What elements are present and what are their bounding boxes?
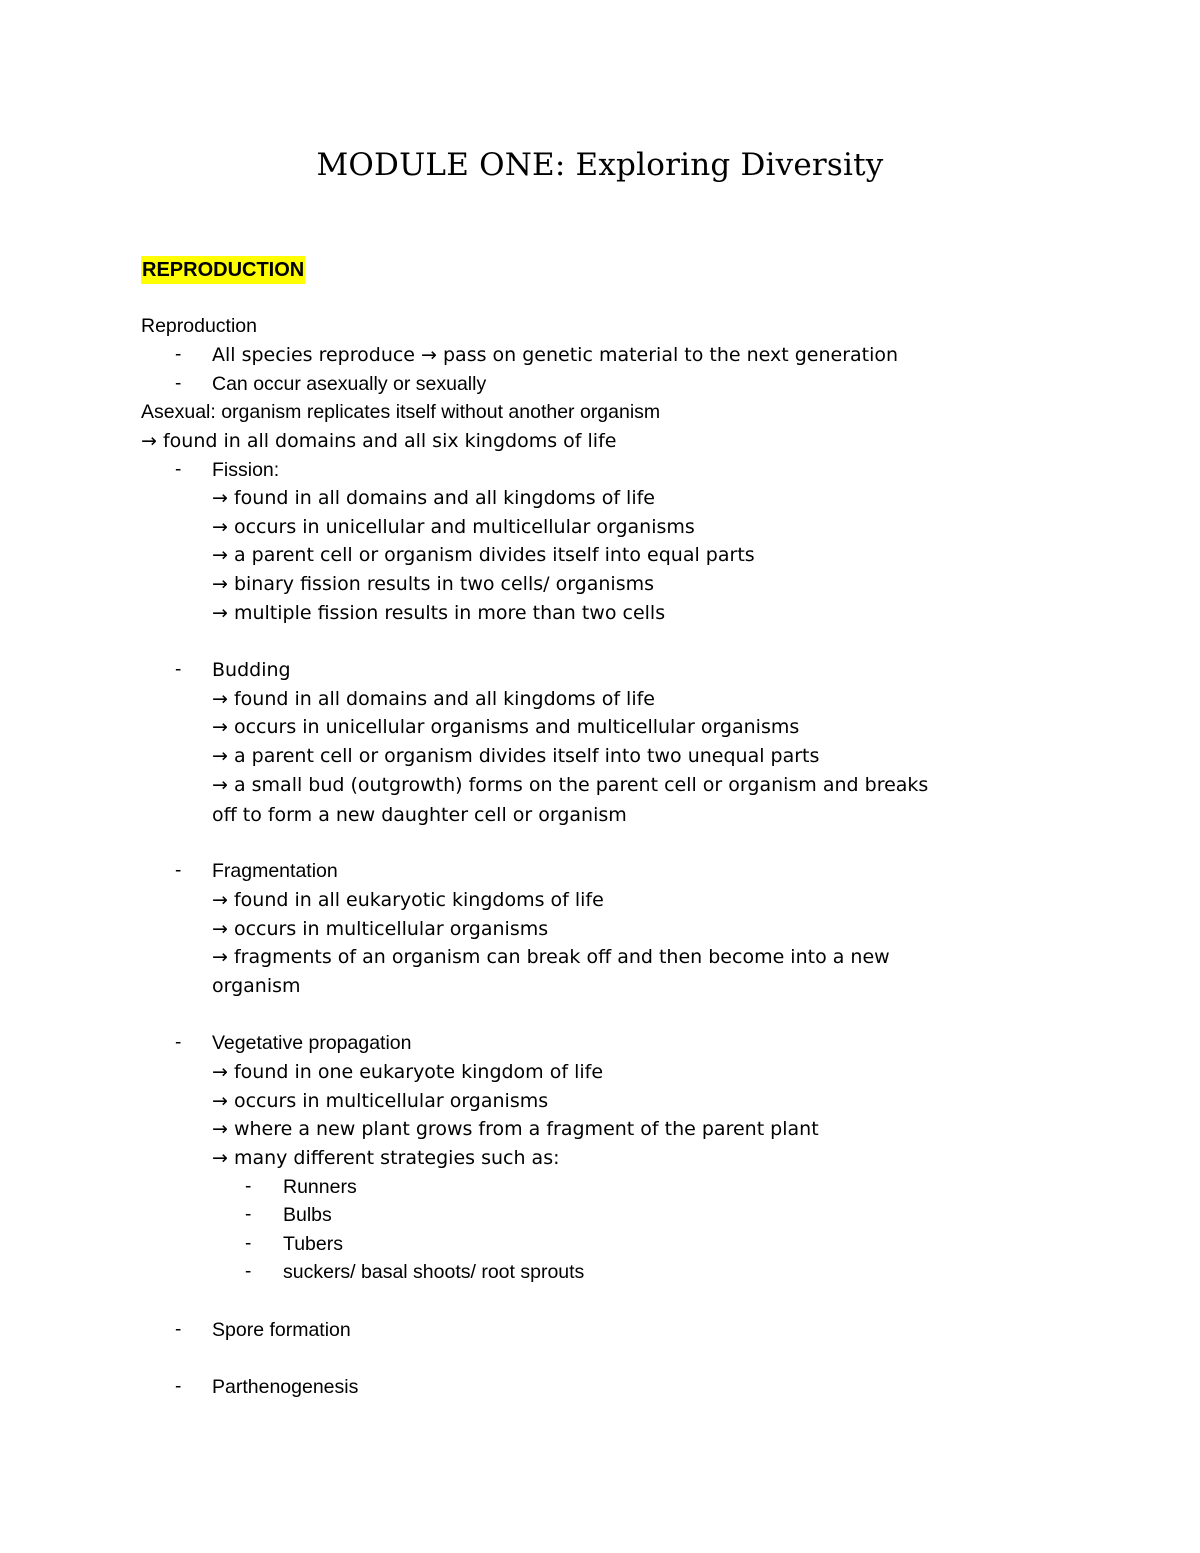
budding-detail: off to form a new daughter cell or organism — [212, 804, 627, 826]
bullet-dash: - — [245, 1261, 252, 1282]
bullet-dash: - — [175, 1376, 182, 1397]
list-item-asexual-or-sexual: Can occur asexually or sexually — [212, 373, 487, 395]
budding-detail: → occurs in unicellular organisms and multicellular organisms — [212, 716, 800, 738]
subheading-reproduction: Reproduction — [141, 315, 257, 337]
bullet-dash: - — [175, 459, 182, 480]
budding-detail: → found in all domains and all kingdoms of life — [212, 688, 655, 710]
strategy-item-suckers: suckers/ basal shoots/ root sprouts — [283, 1261, 585, 1283]
asexual-definition: Asexual: organism replicates itself without another organism — [141, 401, 661, 423]
bullet-dash: - — [245, 1204, 252, 1225]
list-item-fission: Fission: — [212, 459, 280, 481]
vegetative-detail: → found in one eukaryote kingdom of life — [212, 1061, 604, 1083]
list-item-parthenogenesis: Parthenogenesis — [212, 1376, 359, 1398]
fission-detail: → occurs in unicellular and multicellular organisms — [212, 516, 695, 538]
fragmentation-detail: → found in all eukaryotic kingdoms of life — [212, 889, 604, 911]
strategy-item-runners: Runners — [283, 1176, 357, 1198]
fragmentation-detail: → occurs in multicellular organisms — [212, 918, 549, 940]
budding-detail: → a parent cell or organism divides itself into two unequal parts — [212, 745, 820, 767]
fragmentation-detail: → fragments of an organism can break off and then become into a new — [212, 946, 890, 968]
bullet-dash: - — [245, 1176, 252, 1197]
vegetative-detail: → many different strategies such as: — [212, 1147, 560, 1169]
asexual-found: → found in all domains and all six kingdoms of life — [141, 430, 617, 452]
list-item-spore-formation: Spore formation — [212, 1319, 351, 1341]
fission-detail: → found in all domains and all kingdoms of life — [212, 487, 655, 509]
fission-detail: → a parent cell or organism divides itself into equal parts — [212, 544, 755, 566]
list-item-all-species: All species reproduce → pass on genetic material to the next generation — [212, 344, 899, 366]
list-item-vegetative-propagation: Vegetative propagation — [212, 1032, 412, 1054]
page-title: MODULE ONE: Exploring Diversity — [316, 147, 884, 183]
bullet-dash: - — [175, 1319, 182, 1340]
fragmentation-detail: organism — [212, 975, 301, 997]
bullet-dash: - — [175, 373, 182, 394]
bullet-dash: - — [175, 860, 182, 881]
strategy-item-bulbs: Bulbs — [283, 1204, 332, 1226]
vegetative-detail: → where a new plant grows from a fragment of the parent plant — [212, 1118, 819, 1140]
fission-detail: → multiple fission results in more than two cells — [212, 602, 666, 624]
bullet-dash: - — [175, 344, 182, 365]
budding-detail: → a small bud (outgrowth) forms on the parent cell or organism and breaks — [212, 774, 929, 796]
list-item-fragmentation: Fragmentation — [212, 860, 338, 882]
list-item-budding: Budding — [212, 659, 291, 681]
bullet-dash: - — [245, 1233, 252, 1254]
vegetative-detail: → occurs in multicellular organisms — [212, 1090, 549, 1112]
section-heading-reproduction: REPRODUCTION — [141, 256, 305, 284]
fission-detail: → binary fission results in two cells/ organisms — [212, 573, 655, 595]
strategy-item-tubers: Tubers — [283, 1233, 343, 1255]
bullet-dash: - — [175, 659, 182, 680]
bullet-dash: - — [175, 1032, 182, 1053]
